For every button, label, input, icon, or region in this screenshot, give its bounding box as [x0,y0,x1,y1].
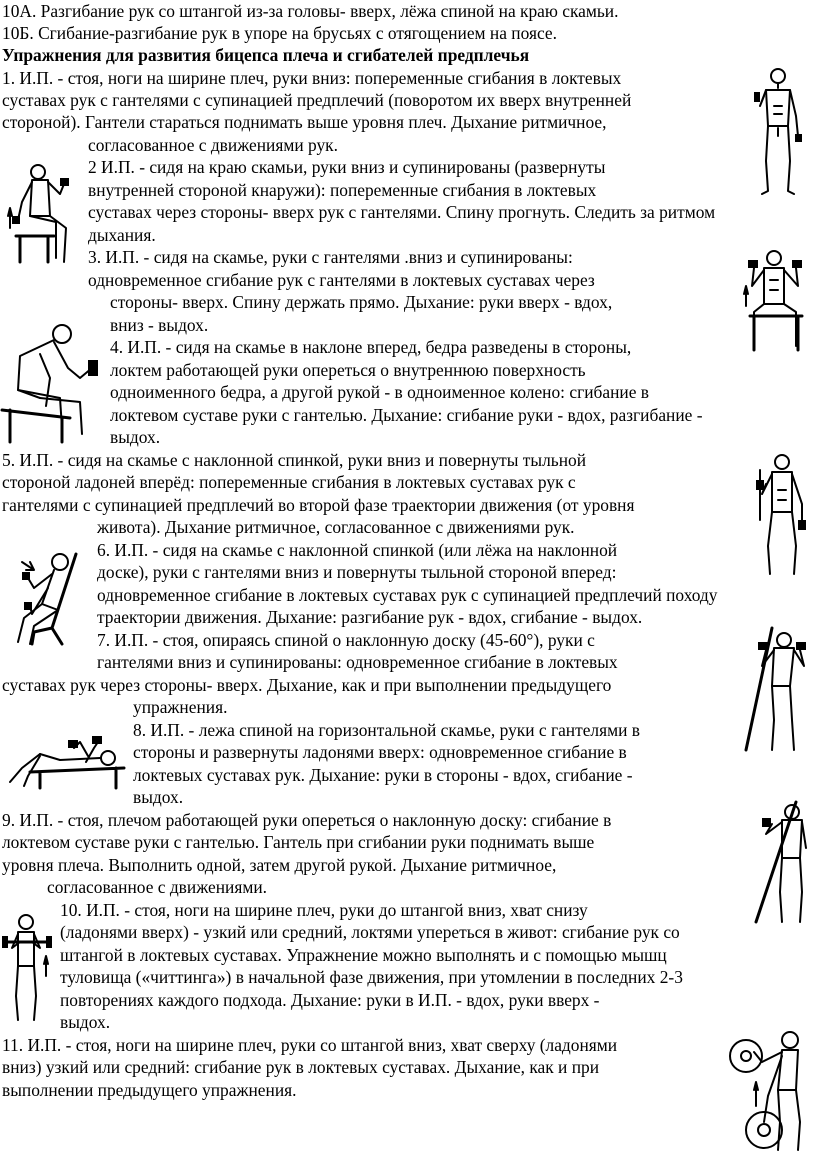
exercise-5-illustration [752,450,814,580]
exercise-4-illustration [0,318,108,446]
text-line-ex10: туловища («читтинга») в начальной фазе движения, при утомлении в последних 2-3 [60,967,683,987]
exercise-3-illustration [740,246,810,356]
text-line-ex3: вниз - выдох. [110,315,209,335]
text-line-ex8: локтевых суставах рук. Дыхание: руки в стороны - вдох, сгибание - [133,765,633,785]
text-line-ex7: упражнения. [133,697,228,717]
text-line-ex10: (ладонями вверх) - узкий или средний, локтями упереться в живот: сгибание рук со [60,922,680,942]
text-line-ex5: 5. И.П. - сидя на скамье с наклонной спинкой, руки вниз и повернуты тыльной [2,450,587,470]
section-heading: Упражнения для развития бицепса плеча и сгибателей предплечья [2,45,530,65]
text-line-ex10b: 10Б. Сгибание-разгибание рук в упоре на брусьях с отягощением на поясе. [2,23,557,43]
text-line-ex7: 7. И.П. - стоя, опираясь спиной о наклонную доску (45-60°), руки с [97,630,595,650]
text-line-ex11: вниз) узкий или средний: сгибание рук в локтевых суставах. Дыхание, как и при [2,1057,600,1077]
text-line-ex2: дыхания. [88,225,156,245]
text-line-ex2: 2 И.П. - сидя на краю скамьи, руки вниз и супинированы (развернуты [88,157,606,177]
text-line-ex1: 1. И.П. - стоя, ноги на ширине плеч, руки вниз: попеременные сгибания в локтевых [2,68,622,88]
text-line-ex9: уровня плеча. Выполнить одной, затем другой рукой. Дыхание ритмичное, [2,855,557,875]
text-line-ex3: 3. И.П. - сидя на скамье, руки с гантелями .вниз и супинированы: [88,247,573,267]
text-line-ex1: согласованное с движениями рук. [88,135,338,155]
text-line-ex3: стороны- вверх. Спину держать прямо. Дыхание: руки вверх - вдох, [110,292,613,312]
text-line-ex8: 8. И.П. - лежа спиной на горизонтальной скамье, руки с гантелями в [133,720,640,740]
text-line-ex10: 10. И.П. - стоя, ноги на ширине плеч, руки до штангой вниз, хват снизу [60,900,588,920]
text-line-ex8: стороны и развернуты ладонями вверх: одновременное сгибание в [133,742,627,762]
text-line-ex3: одновременное сгибание рук с гантелями в локтевых суставах через [88,270,595,290]
text-line-ex4: одноименного бедра, а другой рукой - в одноименное колено: сгибание в [110,382,649,402]
exercise-7-illustration [742,626,810,754]
text-line-ex4: локтем работающей руки опереться о внутреннюю поверхность [110,360,586,380]
exercise-1-illustration [748,66,808,196]
text-line-ex2: внутренней стороной кнаружи): попеременные сгибания в локтевых [88,180,597,200]
text-line-ex1: стороной). Гантели стараться поднимать выше уровня плеч. Дыхание ритмичное, [2,112,607,132]
text-line-ex5: гантелями с супинацией предплечий во второй фазе траектории движения (от уровня [2,495,635,515]
text-line-ex9: согласованное с движениями. [47,877,267,897]
text-line-ex7: гантелями вниз и супинированы: одновременное сгибание в локтевых [97,652,618,672]
exercise-9-illustration [752,798,812,926]
text-line-ex10: штангой в локтевых суставах. Упражнение можно выполнять и с помощью мышц [60,945,667,965]
text-line-ex10: выдох. [60,1012,111,1032]
text-line-ex4: выдох. [110,427,161,447]
text-line-ex6: 6. И.П. - сидя на скамье с наклонной спинкой (или лёжа на наклонной [97,540,618,560]
text-line-ex5: живота). Дыхание ритмичное, согласованное с движениями рук. [97,517,575,537]
text-line-ex10: повторениях каждого подхода. Дыхание: руки в И.П. - вдох, руки вверх - [60,990,600,1010]
text-line-ex1: суставах рук с гантелями с супинацией предплечий (поворотом их вверх внутренней [2,90,632,110]
text-line-ex5: стороной ладоней вперёд: попеременные сгибания в локтевых суставах рук с [2,472,576,492]
exercise-2-illustration [4,158,74,268]
text-line-ex4: локтевом суставе руки с гантелью. Дыхание: сгибание руки - вдох, разгибание - [110,405,703,425]
text-line-ex6: доске), руки с гантелями вниз и повернуты тыльной стороной вперед: [97,562,617,582]
exercise-10-illustration [2,912,54,1024]
text-line-ex2: суставах через стороны- вверх рук с гантелями. Спину прогнуть. Следить за ритмом [88,202,716,222]
exercise-6-illustration [4,548,90,648]
text-line-ex8: выдох. [133,787,184,807]
text-line-ex7: суставах рук через стороны- вверх. Дыхание, как и при выполнении предыдущего [2,675,612,695]
text-line-ex11: выполнении предыдущего упражнения. [2,1080,297,1100]
text-line-ex4: 4. И.П. - сидя на скамье в наклоне вперед, бедра разведены в стороны, [110,337,632,357]
exercise-11-illustration [724,1026,816,1154]
text-line-ex10a: 10А. Разгибание рук со штангой из-за головы- вверх, лёжа спиной на краю скамьи. [2,1,619,21]
text-line-ex9: локтевом суставе руки с гантелью. Гантель при сгибании руки поднимать выше [2,832,595,852]
text-line-ex11: 11. И.П. - стоя, ноги на ширине плеч, руки со штангой вниз, хват сверху (ладонями [2,1035,618,1055]
text-line-ex6: траектории движения. Дыхание: разгибание рук - вдох, сгибание - выдох. [97,607,643,627]
text-line-ex9: 9. И.П. - стоя, плечом работающей руки опереться о наклонную доску: сгибание в [2,810,612,830]
exercise-8-illustration [0,728,128,790]
text-line-ex6: одновременное сгибание в локтевых суставах рук с супинацией предплечий походу [97,585,718,605]
